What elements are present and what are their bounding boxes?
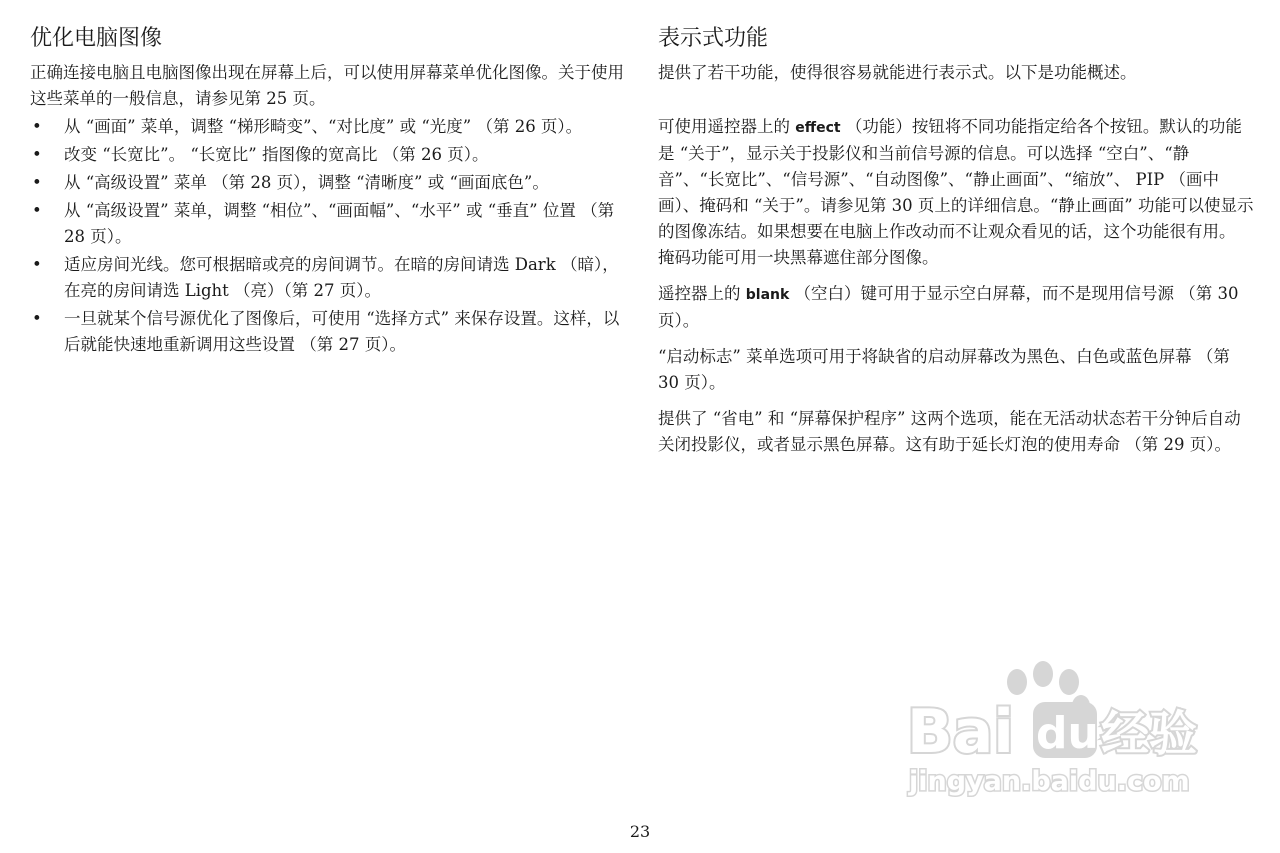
list-item xyxy=(30,170,628,196)
list-item xyxy=(30,114,628,140)
bullet-icon: • xyxy=(32,309,42,328)
bullet-icon: • xyxy=(32,173,42,192)
optimize-list xyxy=(30,114,628,358)
effect-button-paragraph xyxy=(658,114,1254,271)
list-item-text: 适应房间光线。您可根据暗或亮的房间调节。在暗的房间请选 Dark （暗），在亮的房间请选 Light （亮）（第 27 页）。 xyxy=(64,255,619,300)
page-number: 23 xyxy=(629,822,651,841)
baidu-jingyan-watermark xyxy=(905,660,1210,805)
list-item-text: 从 “高级设置” 菜单，调整 “相位”、“画面幅”、“水平” 或 “垂直” 位置 （第 28 页）。 xyxy=(64,201,615,246)
paragraph-text: （功能）按钮将不同功能指定给各个按钮。默认的功能是 “关于”，显示关于投影仪和当前信号源的信息。可以选择 “空白”、“静音”、“长宽比”、“信号源”、“自动图像”、“静止画面”、“缩放”、 PIP （画中画）、掩码和 “关于”。请参见第 30 页上的详细信息。“静止画面” 功能可以使显示的图像冻结。如果想要在电脑上作改动而不让观众看见的话，这个功能很有用。 掩码功能可用一块黑幕遮住部分图像。 xyxy=(658,117,1254,267)
paragraph-text: 遥控器上的 xyxy=(658,284,746,303)
paragraph-spacer xyxy=(658,86,1254,108)
list-item-text: 从 “高级设置” 菜单 （第 28 页），调整 “清晰度” 或 “画面底色”。 xyxy=(64,173,549,192)
watermark-brand: Bai xyxy=(907,697,1014,767)
optimize-intro: 正确连接电脑且电脑图像出现在屏幕上后，可以使用屏幕菜单优化图像。关于使用这些菜单的一般信息，请参见第 25 页。 xyxy=(30,63,624,108)
bullet-icon: • xyxy=(32,145,42,164)
startup-logo-paragraph: “启动标志” 菜单选项可用于将缺省的启动屏幕改为黑色、白色或蓝色屏幕 （第 30 页）。 xyxy=(658,347,1230,392)
list-item xyxy=(30,306,628,358)
bullet-icon: • xyxy=(32,255,42,274)
list-item-text: 一旦就某个信号源优化了图像后，可使用 “选择方式” 来保存设置。这样，以后就能快速地重新调用这些设置 （第 27 页）。 xyxy=(64,309,620,354)
blank-key-label: blank xyxy=(745,287,790,303)
paragraph-text: 可使用遥控器上的 xyxy=(658,117,796,136)
list-item-text: 改变 “长宽比”。 “长宽比” 指图像的宽高比 （第 26 页）。 xyxy=(64,145,489,164)
right-column xyxy=(658,24,1254,458)
watermark-brand-badge-text: du xyxy=(1036,708,1099,759)
power-saving-paragraph: 提供了 “省电” 和 “屏幕保护程序” 这两个选项，能在无活动状态若干分钟后自动关闭投影仪，或者显示黑色屏幕。这有助于延长灯泡的使用寿命 （第 29 页）。 xyxy=(658,409,1241,454)
list-item xyxy=(30,252,628,304)
section-heading-optimize-image: 优化电脑图像 xyxy=(30,26,163,51)
bullet-icon: • xyxy=(32,201,42,220)
presentation-intro: 提供了若干功能，使得很容易就能进行表示式。以下是功能概述。 xyxy=(658,63,1137,82)
list-item-text: 从 “画面” 菜单，调整 “梯形畸变”、“对比度” 或 “光度” （第 26 页）。 xyxy=(64,117,583,136)
bullet-icon: • xyxy=(32,117,42,136)
paragraph-text: （空白）键可用于显示空白屏幕，而不是现用信号源 （第 30 页）。 xyxy=(658,284,1239,330)
left-column xyxy=(30,24,628,358)
watermark-product: 经验 xyxy=(1101,706,1198,762)
section-heading-presentation-features: 表示式功能 xyxy=(658,26,769,51)
list-item xyxy=(30,198,628,250)
effect-key-label: effect xyxy=(795,120,841,136)
list-item xyxy=(30,142,628,168)
blank-key-paragraph xyxy=(658,281,1254,334)
watermark-url: jingyan.baidu.com xyxy=(909,766,1190,797)
